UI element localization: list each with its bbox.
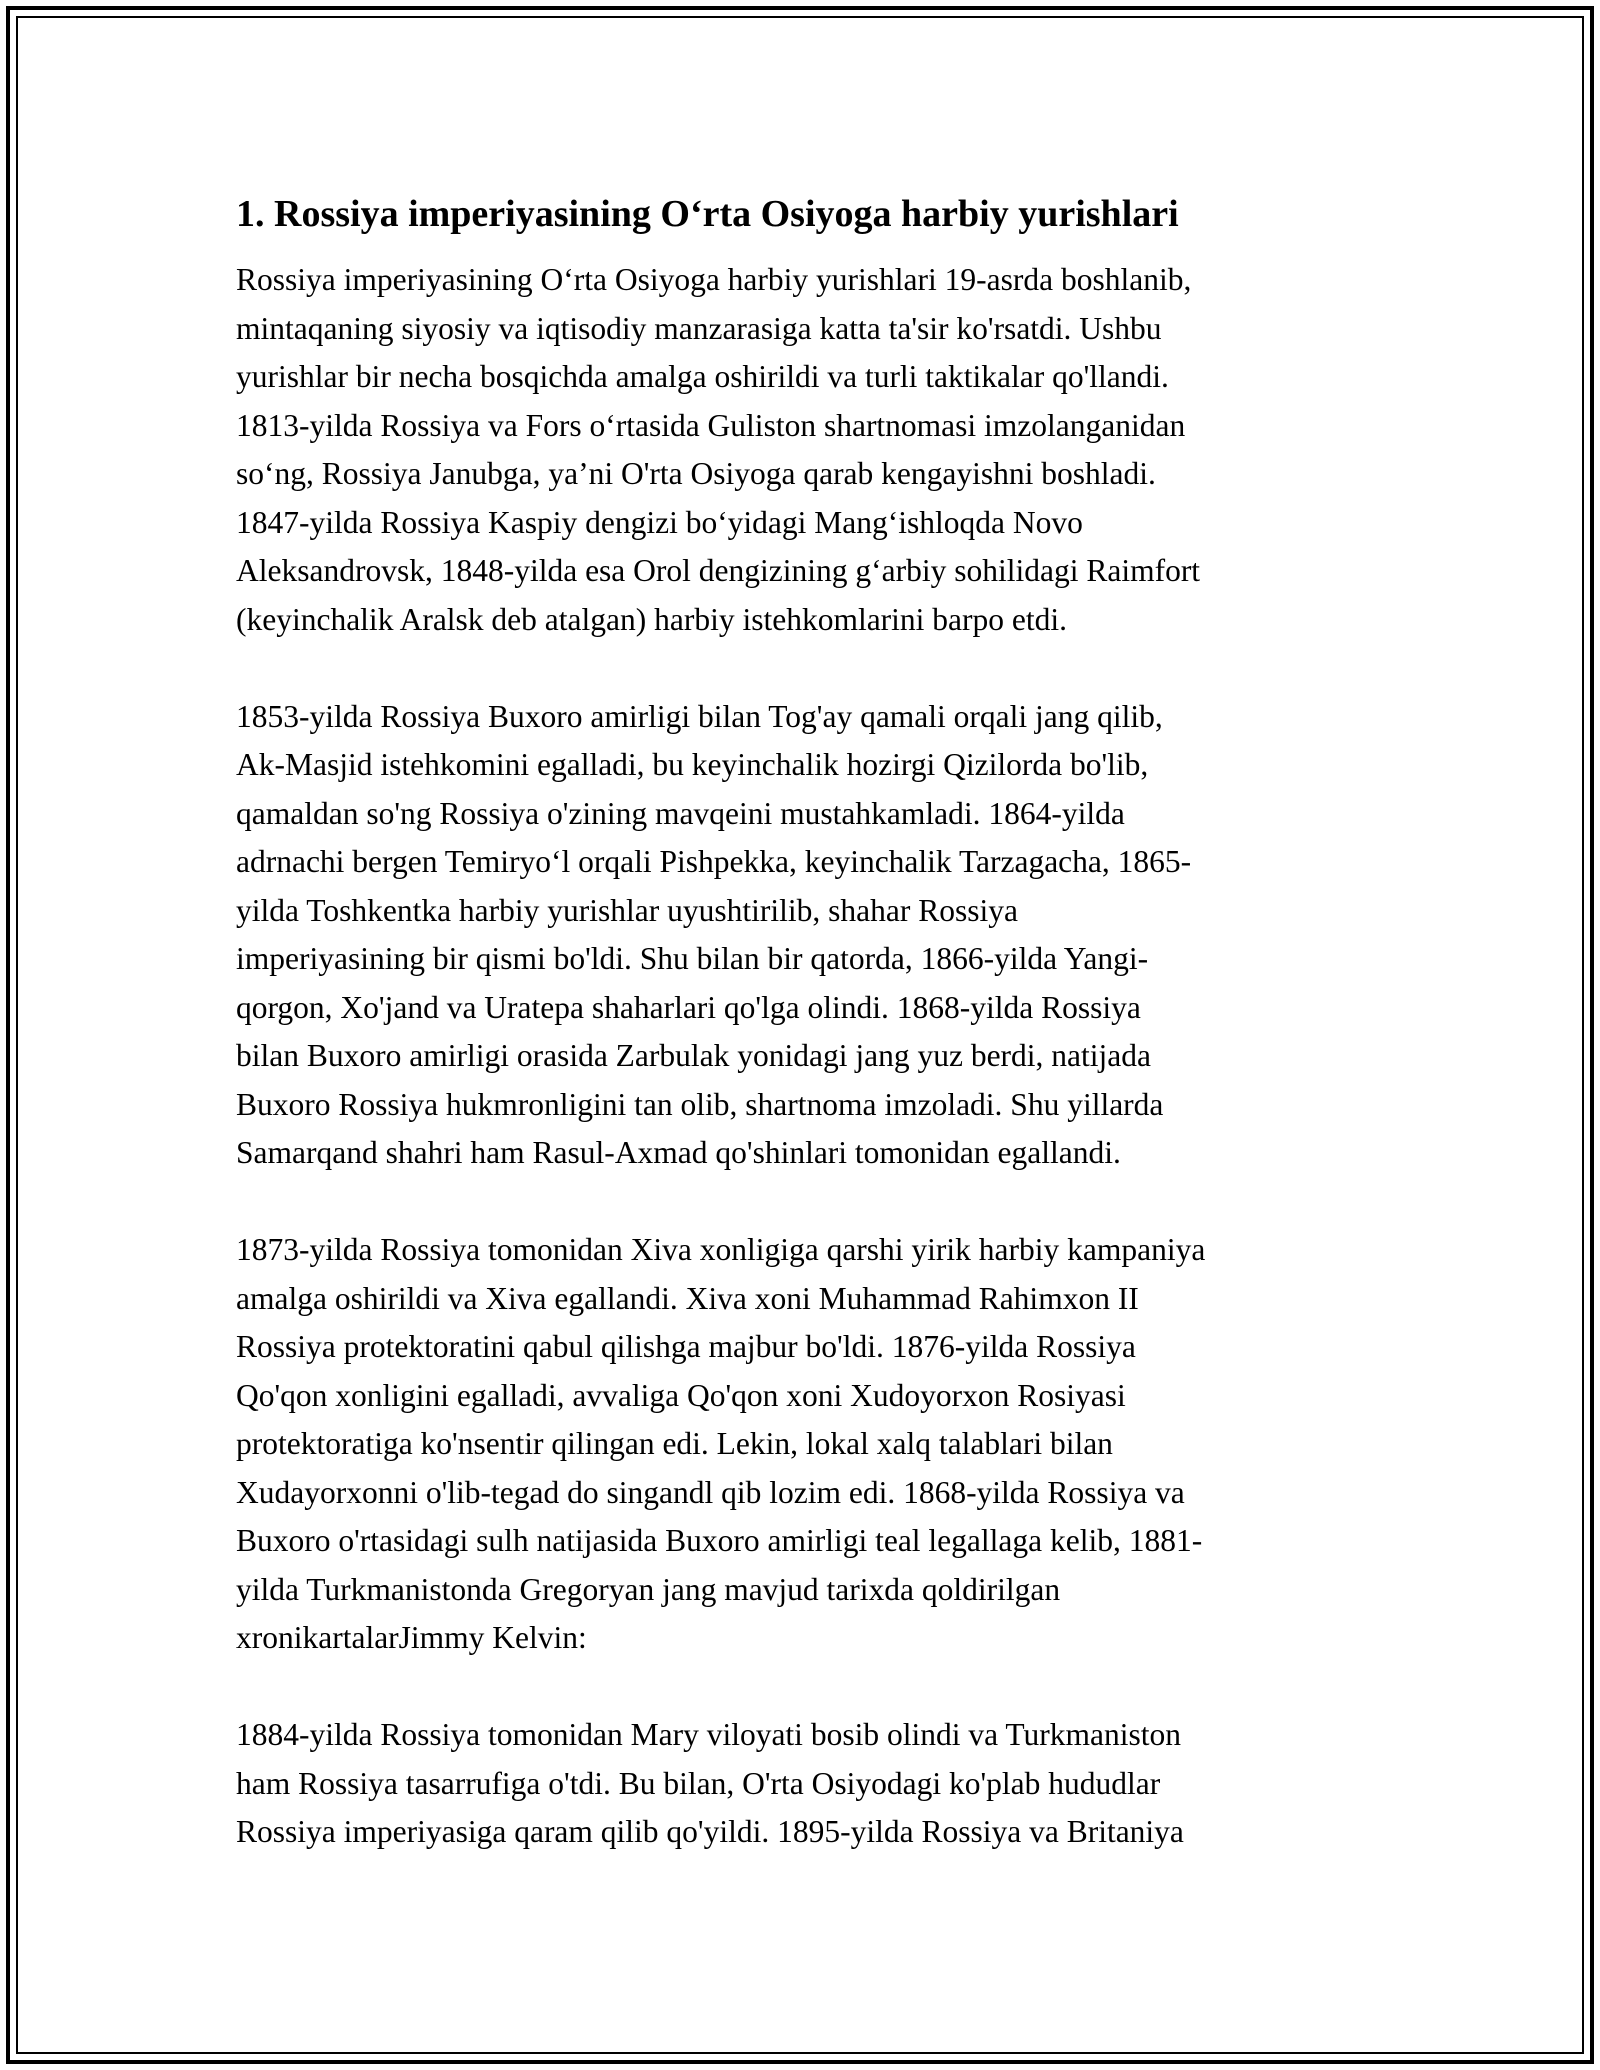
document-page: [236, 186, 1376, 1905]
paragraph-4: 1884-yilda Rossiya tomonidan Mary viloyati bosib olindi va Turkmaniston ham Rossiya tasarrufiga o'tdi. Bu bilan, O'rta Osiyodagi ko'plab hududlar Rossiya imperiyasiga qaram qilib qo'yildi. 1895-yilda Rossiya va Britaniya: [236, 1717, 1184, 1849]
section-title: 1. Rossiya imperiyasining O‘rta Osiyoga harbiy yurishlari: [236, 193, 1179, 235]
paragraph-1: Rossiya imperiyasining O‘rta Osiyoga harbiy yurishlari 19-asrda boshlanib, mintaqaning siyosiy va iqtisodiy manzarasiga katta ta'sir ko'rsatdi. Ushbu yurishlar bir necha bosqichda amalga oshirildi va turli taktikalar qo'llandi. 1813-yilda Rossiya va Fors o‘rtasida Guliston shartnomasi imzolanganidan so‘ng, Rossiya Janubga, ya’ni O'rta Osiyoga qarab kengayishni boshladi. 1847-yilda Rossiya Kaspiy dengizi bo‘yidagi Mang‘ishloqda Novo Aleksandrovsk, 1848-yilda esa Orol dengizining g‘arbiy sohilidagi Raimfort (keyinchalik Aralsk deb atalgan) harbiy istehkomlarini barpo etdi.: [236, 262, 1201, 637]
paragraph-3: 1873-yilda Rossiya tomonidan Xiva xonligiga qarshi yirik harbiy kampaniya amalga oshirildi va Xiva egallandi. Xiva xoni Muhammad Rahimxon II Rossiya protektoratini qabul qilishga majbur bo'ldi. 1876-yilda Rossiya Qo'qon xonligini egalladi, avvaliga Qo'qon xoni Xudoyorxon Rosiyasi protektoratiga ko'nsentir qilingan edi. Lekin, lokal xalq talablari bilan Xudayorxonni o'lib-tegad do singandl qib lozim edi. 1868-yilda Rossiya va Buxoro o'rtasidagi sulh natijasida Buxoro amirligi teal legallaga kelib, 1881- yilda Turkmanistonda Gregoryan jang mavjud tarixda qoldirilgan xronikartalarJimmy Kelvin:: [236, 1232, 1206, 1655]
paragraph-2: 1853-yilda Rossiya Buxoro amirligi bilan Tog'ay qamali orqali jang qilib, Ak-Masjid istehkomini egalladi, bu keyinchalik hozirgi Qizilorda bo'lib, qamaldan so'ng Rossiya o'zining mavqeini mustahkamladi. 1864-yilda adrnachi bergen Temiryo‘l orqali Pishpekka, keyinchalik Tarzagacha, 1865- yilda Toshkentka harbiy yurishlar uyushtirilib, shahar Rossiya imperiyasining bir qismi bo'ldi. Shu bilan bir qatorda, 1866-yilda Yangi- qorgon, Xo'jand va Uratepa shaharlari qo'lga olindi. 1868-yilda Rossiya bilan Buxoro amirligi orasida Zarbulak yonidagi jang yuz berdi, natijada Buxoro Rossiya hukmronligini tan olib, shartnoma imzoladi. Shu yillarda Samarqand shahri ham Rasul-Axmad qo'shinlari tomonidan egallandi.: [236, 698, 1192, 1170]
